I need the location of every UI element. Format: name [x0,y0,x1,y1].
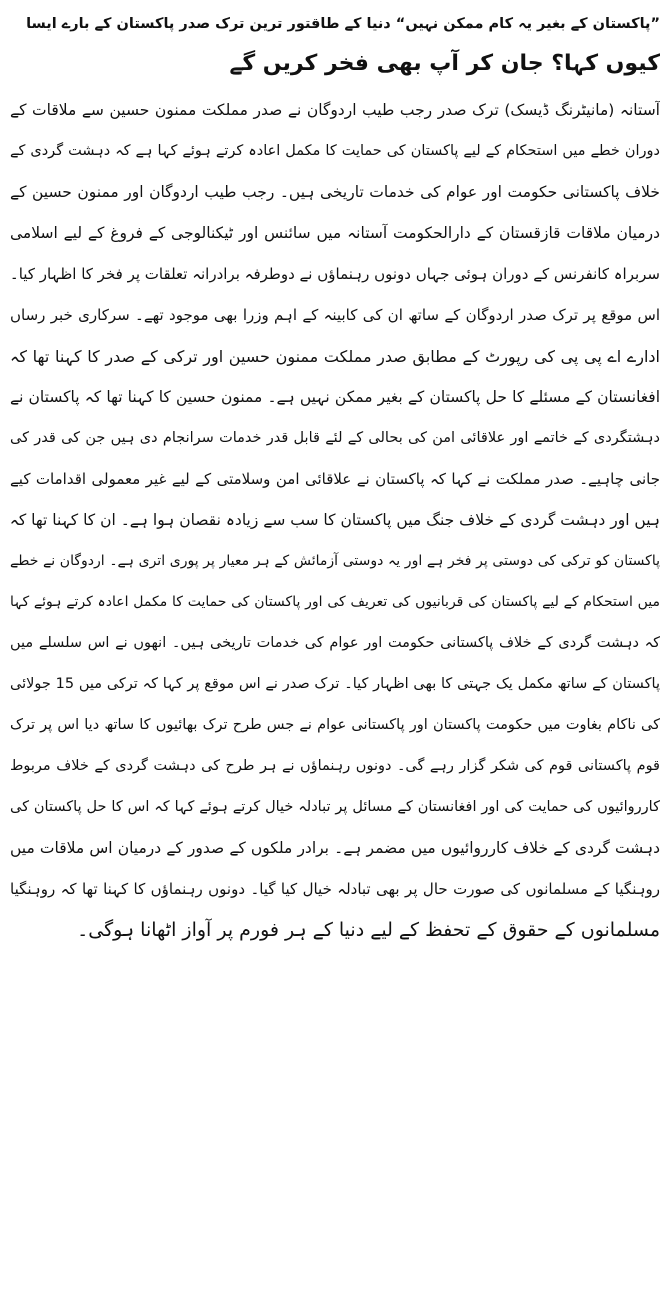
body-line: ادارے اے پی پی کی رپورٹ کے مطابق صدر مملکت ممنون حسین اور ترکی کے صدر کا کہنا تھا کہ [10,347,660,366]
body-line: ہیں اور دہشت گردی کے خلاف جنگ میں پاکستان کا سب سے زیادہ نقصان ہوا ہے۔ ان کا کہنا تھا کہ [10,511,660,529]
body-line: میں استحکام کے لیے پاکستان کی قربانیوں کی تعریف کی اور پاکستان کی حمایت کا مکمل اعادہ کرتے ہوئے کہا [10,594,660,610]
headline-line: ”پاکستان کے بغیر یہ کام ممکن نہیں“ دنیا کے طاقتور ترین ترک صدر پاکستان کے بارے ایسا [26,16,660,32]
body-line: جانی چاہیے۔ صدر مملکت نے کہا کہ پاکستان نے علاقائی امن وسلامتی کے لیے غیر معمولی اقدامات کیے [10,470,660,488]
body-line: دہشت گردی کے خلاف کارروائیوں میں مضمر ہے۔ برادر ملکوں کے صدور کے درمیان اس ملاقات میں [10,839,660,857]
body-line: افغانستان کے مسئلے کا حل پاکستان کے بغیر ممکن نہیں ہے۔ ممنون حسین کا کہنا تھا کہ پاکستان نے [10,388,660,406]
body-line: قوم پاکستانی قوم کی شکر گزار رہے گی۔ دونوں رہنماؤں نے ہر طرح کی دہشت گردی کے خلاف مربوط [10,758,660,774]
body-line: اس موقع پر ترک صدر اردوگان کے ساتھ ان کی کابینہ کے اہم وزرا بھی موجود تھے۔ سرکاری خبر رساں [10,306,660,324]
body-line: مسلمانوں کے حقوق کے تحفظ کے لیے دنیا کے ہر فورم پر آواز اٹھانا ہوگی۔ [77,919,660,941]
body-line: کارروائیوں کی حمایت کی اور افغانستان کے مسائل پر تبادلہ خیال کرتے ہوئے کہا کہ اس کا حل پاکستان کی [10,799,660,815]
body-line: دہشتگردی کے خاتمے اور علاقائی امن کی بحالی کے لئے قابل قدر خدمات سرانجام دی ہیں جن کی قدر کی [10,430,660,446]
body-line: خلاف پاکستانی حکومت اور عوام کی خدمات تاریخی ہیں۔ رجب طیب اردوگان اور ممنون حسین کے [10,183,660,201]
headline-line: کیوں کہا؟ جان کر آپ بھی فخر کریں گے [229,51,660,76]
body-line: درمیان ملاقات قازقستان کے دارالحکومت آستانہ میں سائنس اور ٹیکنالوجی کے فروغ کے لیے اسلامی [10,224,660,242]
article-body [10,90,660,951]
body-line: پاکستان کو ترکی کی دوستی پر فخر ہے اور یہ دوستی آزمائش کے ہر معیار پر پوری اتری ہے۔ اردوگان نے خطے [10,553,660,569]
body-line: آستانہ (مانیٹرنگ ڈیسک) ترک صدر رجب طیب اردوگان نے صدر مملکت ممنون حسین سے ملاقات کے [10,101,660,119]
body-line: کی ناکام بغاوت میں حکومت پاکستان اور پاکستانی عوام نے جس طرح ترک بھائیوں کا ساتھ دیا اس پر ترک [10,717,660,733]
body-line: دوران خطے میں استحکام کے لیے پاکستان کی حمایت کا مکمل اعادہ کرتے ہوئے کہا ہے کہ دہشت گردی کے [10,143,660,159]
body-line: سربراہ کانفرنس کے دوران ہوئی جہاں دونوں رہنماؤں نے دوطرفہ برادرانہ تعلقات پر فخر کا اظہار کیا۔ [10,265,660,283]
article-headline [10,4,660,84]
body-line: پاکستان کے ساتھ مکمل یک جہتی کا بھی اظہار کیا۔ ترک صدر نے اس موقع پر کہا کہ ترکی میں 15 جولائی [10,676,660,692]
body-line: کہ دہشت گردی کے خلاف پاکستانی حکومت اور عوام کی خدمات تاریخی ہیں۔ انھوں نے اس سلسلے میں [10,635,660,651]
body-line: روہنگیا کے مسلمانوں کی صورت حال پر بھی تبادلہ خیال کیا گیا۔ دونوں رہنماؤں کا کہنا تھا کہ روہنگیا [10,880,660,898]
